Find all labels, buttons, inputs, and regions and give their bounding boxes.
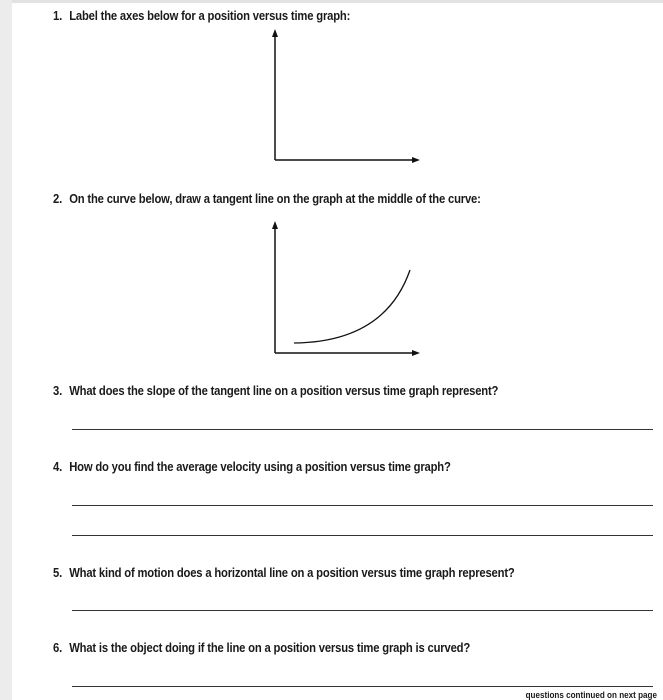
question-6 <box>53 641 470 655</box>
question-6-number: 6. <box>53 641 63 655</box>
question-5 <box>53 566 515 580</box>
answer-line-q3[interactable] <box>72 429 653 430</box>
question-2-text: On the curve below, draw a tangent line on the graph at the middle of the curve: <box>69 192 481 206</box>
answer-line-q5[interactable] <box>72 610 653 611</box>
answer-line-q4-1[interactable] <box>72 505 653 506</box>
question-1-number: 1. <box>53 9 63 23</box>
answer-line-q6[interactable] <box>72 686 653 687</box>
question-1-text: Label the axes below for a position versus time graph: <box>69 9 351 23</box>
question-3-text: What does the slope of the tangent line on a position versus time graph represent? <box>69 384 499 398</box>
question-3-number: 3. <box>53 384 63 398</box>
question-6-text: What is the object doing if the line on a position versus time graph is curved? <box>69 641 471 655</box>
curve-y-axis-arrow-icon <box>272 221 278 229</box>
curve-x-axis-arrow-icon <box>412 350 420 356</box>
question-4-text: How do you find the average velocity using a position versus time graph? <box>69 460 451 474</box>
position-curve <box>294 270 410 343</box>
answer-line-q4-2[interactable] <box>72 535 653 536</box>
question-3 <box>53 384 498 398</box>
question-2-number: 2. <box>53 192 63 206</box>
question-5-number: 5. <box>53 566 63 580</box>
question-4 <box>53 460 451 474</box>
question-4-number: 4. <box>53 460 63 474</box>
question-5-text: What kind of motion does a horizontal line on a position versus time graph represent? <box>69 566 515 580</box>
continued-note: questions continued on next page <box>525 690 657 700</box>
